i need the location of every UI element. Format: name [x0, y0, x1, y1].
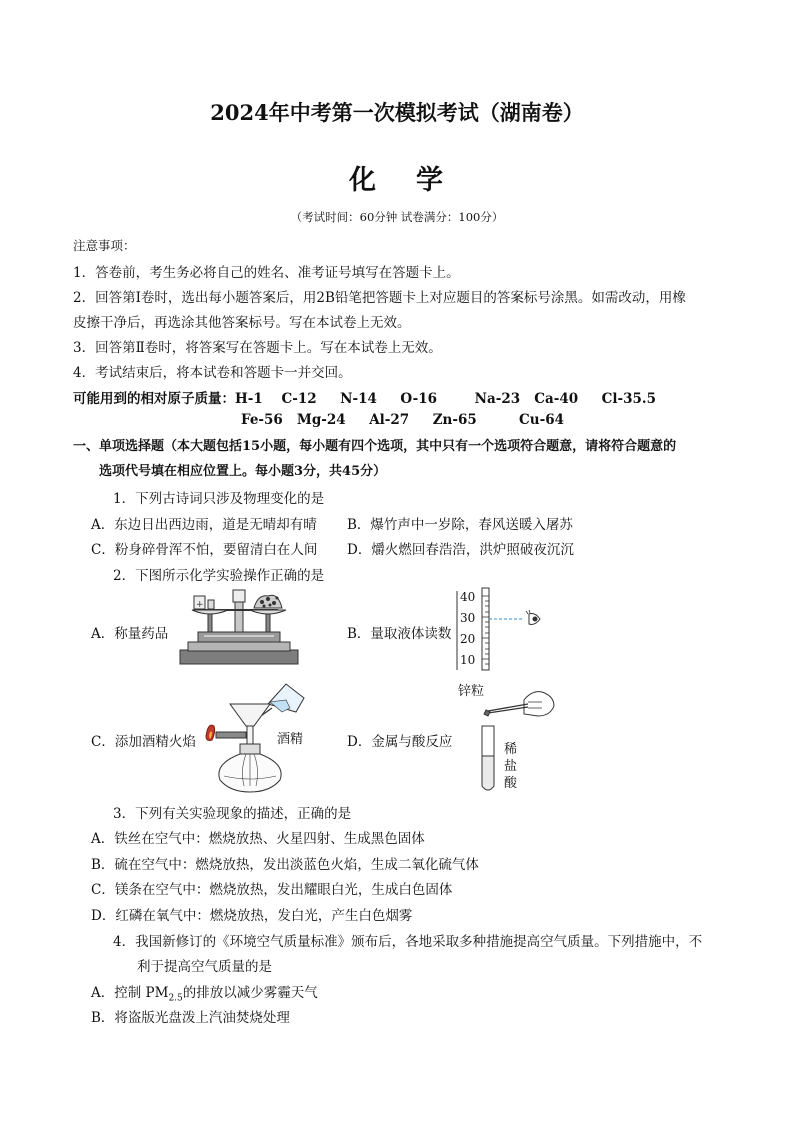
fig-d-label-acid: 酸: [504, 776, 518, 791]
subject-title: 化 学: [349, 165, 445, 196]
q1-option-d: D．爝火燃回春浩浩，洪炉照破夜沉沉: [347, 542, 574, 558]
q1-stem: 1．下列古诗词只涉及物理变化的是: [113, 491, 325, 507]
cylinder-tick-label: 20: [460, 632, 476, 646]
q4-option-b: B．将盗版光盘泼上汽油焚烧处理: [91, 1010, 290, 1026]
atomic-masses-line2: Fe-56 Mg-24 Al-27 Zn-65 Cu-64: [241, 412, 564, 428]
q4-stem: 4．我国新修订的《环境空气质量标准》颁布后，各地采取多种措施提高空气质量。下列措施中，不: [113, 934, 703, 950]
q4-stem-cont: 利于提高空气质量的是: [137, 959, 272, 975]
q3-option-d: D．红磷在氧气中：燃烧放热，发白光，产生白色烟雾: [91, 908, 413, 924]
fig-d-label-acid: 稀: [504, 742, 518, 757]
q2-option-a: A．称量药品: [91, 626, 169, 642]
q2-option-b: B．量取液体读数: [347, 626, 452, 642]
fig-c-label: 酒精: [277, 732, 304, 747]
q3-option-c: C．镁条在空气中：燃烧放热，发出耀眼白光，生成白色固体: [91, 882, 453, 898]
q4-option-a: A．控制 $PM_{2.5}$的排放以减少雾霾天气: [91, 985, 318, 1004]
section-heading: 一、单项选择题（本大题包括15小题，每小题有四个选项，其中只有一个选项符合题意，请将符合题意的: [73, 439, 677, 454]
q1-option-b: B．爆竹声中一岁除，春风送暖入屠苏: [347, 517, 573, 533]
note-item: 皮擦干净后，再选涂其他答案标号。写在本试卷上无效。: [73, 315, 411, 331]
svg-text:+: +: [196, 600, 204, 610]
note-item: 3．回答第Ⅱ卷时，将答案写在答题卡上。写在本试卷上无效。: [73, 340, 442, 356]
note-item: 4．考试结束后，将本试卷和答题卡一并交回。: [73, 365, 352, 381]
q1-option-c: C．粉身碎骨浑不怕，要留清白在人间: [91, 542, 318, 558]
exam-info: （考试时间：60分钟 试卷满分：100分）: [290, 210, 504, 224]
cylinder-tick-label: 30: [460, 611, 476, 625]
q2-stem: 2．下图所示化学实验操作正确的是: [113, 568, 325, 584]
section-heading-cont: 选项代号填在相应位置上。每小题3分，共45分）: [99, 464, 387, 479]
notes-heading: 注意事项：: [73, 238, 136, 253]
note-item: 2．回答第Ⅰ卷时，选出每小题答案后，用2B铅笔把答题卡上对应题目的答案标号涂黑。如需改动，用橡: [73, 290, 686, 306]
balance-illustration: [178, 588, 300, 668]
atomic-masses-line1: 可能用到的相对原子质量：H-1 C-12 N-14 O-16 Na-23 Ca-40 Cl-35.5: [73, 391, 656, 407]
q2-option-d: D．金属与酸反应: [347, 734, 453, 750]
q2-option-c: C．添加酒精火焰: [91, 734, 196, 750]
note-item: 1．答卷前，考生务必将自己的姓名、准考证号填写在答题卡上。: [73, 265, 460, 281]
q3-option-b: B．硫在空气中：燃烧放热，发出淡蓝色火焰，生成二氧化硫气体: [91, 857, 479, 873]
page-title: 2024年中考第一次模拟考试（湖南卷）: [210, 100, 584, 125]
cylinder-tick-label: 10: [460, 653, 476, 667]
q1-option-a: A．东边日出西边雨，道是无晴却有晴: [91, 517, 317, 533]
q3-stem: 3．下列有关实验现象的描述，正确的是: [113, 806, 352, 822]
fig-d-label-zinc: 锌粒: [458, 684, 485, 699]
q3-option-a: A．铁丝在空气中：燃烧放热、火星四射、生成黑色固体: [91, 831, 425, 847]
cylinder-tick-label: 40: [460, 590, 476, 604]
fig-d-label-acid: 盐: [504, 759, 518, 774]
